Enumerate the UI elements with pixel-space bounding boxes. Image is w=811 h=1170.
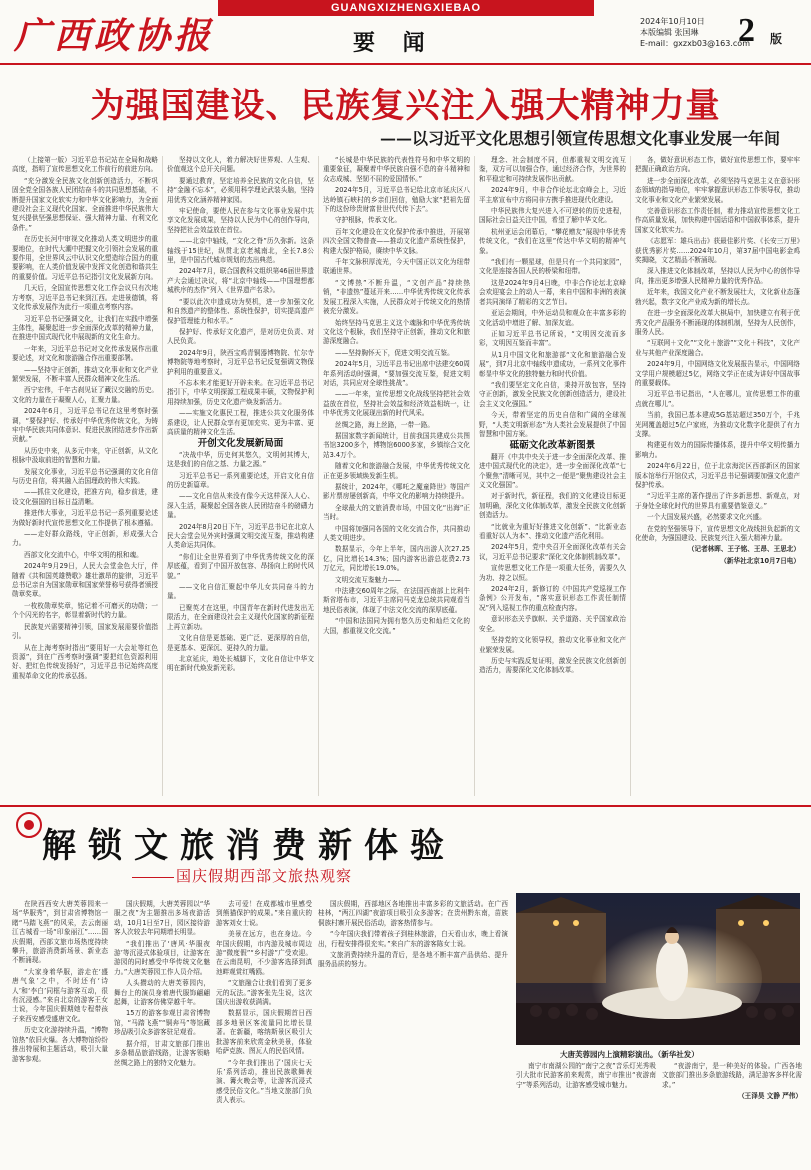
paragraph: 2024年6月，习近平总书记在这里考察时强调，“要保护好、传承好中华优秀传统文化，为铸牢中华民族共同体意识、促进民族团结进步作出新贡献。” <box>12 407 158 444</box>
paragraph: ——坚持胸怀天下，促进文明交流互鉴。 <box>335 348 454 357</box>
paragraph: 数据显示，国庆假期首日西部多地景区客流量同比增长显著。在新疆，喀纳斯景区吸引大批游客前来欣赏金秋美景，体验哈萨克族、图瓦人的民俗风情。 <box>216 1009 312 1056</box>
paragraph: 2024年9月，中非合作论坛北京峰会上，习近平主席宣布中方将同非方携手推进现代化建设。 <box>479 186 626 204</box>
column-paragraphs <box>216 900 312 1106</box>
paragraph: 中华民族伟大复兴进入不可逆转的历史进程，国际社会日益关注中国，希望了解中华文化。 <box>479 207 626 225</box>
feature-column-3 <box>216 900 312 1162</box>
paragraph: 西部文化交流中心，中华文明的根和魂。 <box>24 550 143 559</box>
paragraph: 几天后，全国宣传思想文化工作会议只有次地方考察，习近平总书记来到江西。走进景德镇，将文化传承发展作为此行一项重点考察内容。 <box>12 284 158 312</box>
column-divider <box>162 156 163 796</box>
column-paragraphs <box>516 1062 656 1090</box>
paragraph: 宣传思想文化工作是一项重大任务，需要久久为功、持之以恒。 <box>479 564 626 582</box>
paragraph: 在历史长河中审视文化推动人类文明进步的重要地位，在时代大潮中把握文化引领社会发展的重要作用，全世界风云中认识文化塑造综合国力的重要影响，在人类价值发展中发挥文化创造和谐共生的重要价值。习近平总书记指引文化发展新方向。 <box>12 235 158 281</box>
paragraph: 坚持党的文化领导权，推动文化事业和文化产业繁荣发展。 <box>479 636 626 654</box>
feature-column-4 <box>318 900 508 1162</box>
paragraph: “今年我们推出了‘国庆七天乐’系列活动，推出民族歌舞表演、篝火晚会等，让游客沉浸式感受民俗文化。”当地文旅部门负责人表示。 <box>216 1058 312 1105</box>
paragraph: 数据显示，今年上半年，国内出游人次27.25亿，同比增长14.3%；国内游客出游总花费2.73万亿元，同比增长19.0%。 <box>323 545 470 573</box>
photo-caption: 大唐芙蓉园内上演精彩演出。（新华社发） <box>560 1050 699 1059</box>
column-divider <box>474 156 475 796</box>
paragraph: ——抓住文化建设，把准方向，稳步前进，建设文化强国的目标日益清晰。 <box>12 488 158 506</box>
paragraph: 各，做好意识形态工作，做好宣传思想工作，要牢牢把握正确政治方向。 <box>635 156 800 174</box>
feature-column-2 <box>114 900 210 1162</box>
decorative-ornament-icon <box>14 810 44 840</box>
paragraph: （王泽昊 文静 严伟） <box>738 1092 802 1101</box>
paragraph: 习近平总书记指出，“人在哪儿，宣传思想工作的重点就在哪儿”。 <box>635 390 800 408</box>
paragraph: 2024年5月，习近平总书记出席中法建交60周年系列活动时强调，“要加强交流互鉴，促进文明对话，共同应对全球性挑战”。 <box>323 360 470 387</box>
article-column-2 <box>167 156 314 796</box>
column-paragraphs <box>662 1062 802 1102</box>
column-paragraphs <box>323 156 470 636</box>
newspaper-logo: 广西政协报 <box>14 15 215 57</box>
paragraph: 进一步全面深化改革，必须坚持马克思主义在意识形态领域的指导地位，牢牢掌握意识形态工作领导权，推动文化事业和文化产业繁荣发展。 <box>635 176 800 204</box>
issue-info <box>640 16 750 49</box>
paragraph: “今年国庆我们带着孩子到桂林旅游，白天看山水，晚上看演出，行程安排得很充实。”来自广东的游客陈女士说。 <box>318 930 508 948</box>
paragraph: 坚持以文化人，着力解决好世界观、人生观、价值观这个总开关问题。 <box>167 156 314 174</box>
paragraph: 中法建交60周年之际，在法国西南部上比利牛斯省塔布市，习近平主席同马克龙总统共同观看当地民俗表演，体现了中法文化交流的深厚底蕴。 <box>323 587 470 614</box>
paragraph: “我们推出了‘唐风·华服夜游’等沉浸式体验项目，让游客在游园的同时感受中华传统文化魅力。”大唐芙蓉园工作人员介绍。 <box>114 939 210 976</box>
paragraph: “中国和法国同为拥有悠久历史和灿烂文化的大国，都重视文化交流。” <box>323 617 470 635</box>
paragraph: 去可爱！在成都城市里感受到熊猫保护的成果。”来自重庆的游客刘女士说。 <box>216 900 312 927</box>
masthead-divider <box>0 63 811 65</box>
paragraph: 国庆假期，大唐芙蓉园以“华服之夜”为主题推出多场夜游活动，10月1日至7日，园区接待游客人次较去年同期增长明显。 <box>114 900 210 937</box>
feature-subheadline: 国庆假期西部文旅热观察 <box>132 865 352 886</box>
paragraph: 牢记使命，要使人民在参与文化事业发展中共享文化发展成果，坚持以人民为中心的创作导向，坚持把社会效益放在首位。 <box>167 207 314 234</box>
article-column-4 <box>479 156 626 796</box>
paragraph: （新华社北京10月7日电） <box>720 556 800 565</box>
paragraph: “比就业为重好好推进文化创新”、“比新业态看重好以人为本”、推动文化遗产活化利用。 <box>479 522 626 541</box>
paragraph: ——走好群众路线，守正创新，形成强大合力。 <box>12 530 158 548</box>
paragraph: 2024年9月29日，人民大会堂金色大厅，伴随着《共和国英雄赞歌》雄壮激昂的旋律，习近平总书记亲自为国家勋章和国家荣誉称号获得者颁授勋章奖章。 <box>12 562 158 599</box>
paragraph: 北京延庆，地处长城脚下，文化自信让中华文明在新时代焕发新光彩。 <box>167 654 314 673</box>
column-divider <box>318 156 319 796</box>
paragraph: “我们要坚定文化自信，秉持开放包容，坚持守正创新，激发全民族文化创新创造活力，建设社会主义文化强国。” <box>479 380 626 408</box>
paragraph: 2024年9月，陕西宝鸡青铜器博物院、忙尔寺博物院等地考察时，习近平总书记反复强调文物保护利用的重要意义。 <box>167 348 314 376</box>
paragraph: 从1月中国文化和旅游部“文化和旅游融合发展”，到7月北京中轴线申遗成功，一系列文化事件彰显中华文化的独特魅力和时代价值。 <box>479 350 626 378</box>
paragraph: 意识形态关乎旗帜、关乎道路、关乎国家政治安全。 <box>479 615 626 633</box>
paragraph: 2024年5月，党中央召开全面深化改革有关会议，习近平总书记要求“深化文化体制机制改革”。 <box>479 543 626 561</box>
contact-email: E-mail：gxzxb03@163.com <box>640 39 750 48</box>
paragraph: 随着文化和旅游融合发展，中华优秀传统文化正在更多领域焕发新生机。 <box>323 462 470 480</box>
paragraph: 对于新时代，新征程，我们的文化建设目标更加明确，深化文化体制改革，激发全民族文化创新创造活力。 <box>479 492 626 520</box>
paragraph: 据统计，2024年，《哪吒之魔童降世》等国产影片票房屡创新高，中华文化的影响力持续提升。 <box>323 483 470 501</box>
paragraph: “要以此次申遗成功为契机，进一步加强文化和自然遗产的整体性、系统性保护，切实提高遗产保护管理能力和水平。” <box>167 297 314 325</box>
column-paragraphs <box>479 156 626 676</box>
paragraph: 始终坚持马克思主义这个魂脉和中华优秀传统文化这个根脉，我们坚持守正创新，推动文化和旅游深度融合。 <box>323 318 470 346</box>
paragraph: 守护根脉，传承文化。 <box>335 216 401 225</box>
paragraph: 要通过教育，坚定培养全民族的文化自信，坚持“金融不忘本”，必须用科学理论武装头脑，坚持用优秀文化涵养精神家园。 <box>167 176 314 204</box>
paragraph: 正如习近平总书记所说，“文明因交流而多彩，文明因互鉴而丰富”。 <box>479 329 626 348</box>
paragraph: 美景在远方，也在身边。今年国庆假期，市内游及城市周边游“微度假”“乡村游”广受欢迎。在云南昆明，不少游客选择到滇池畔观赏红嘴鸥。 <box>216 930 312 976</box>
paragraph: 当前，我国已基本建成5G基站超过350万个，千兆光网覆盖超过5亿户家庭，为推动文化数字化提供了有力支撑。 <box>635 411 800 438</box>
column-paragraphs <box>114 900 210 1068</box>
paragraph: 文明交流互鉴魅力—— <box>335 575 401 584</box>
paragraph: 千年文脉积厚流光，今天中国正以文化为纽带联通世界。 <box>323 258 470 276</box>
feature-column-5a <box>516 1062 656 1162</box>
paragraph: 历史文化游持续升温，“博物馆热”依旧火爆。各大博物馆纷纷推出特展和主题活动，吸引大量游客参观。 <box>12 1026 108 1063</box>
column-subheading: 开创文化发展新局面 <box>197 438 284 450</box>
issue-date: 2024年10月10日 <box>640 17 705 26</box>
paragraph: 亚运会期间，中外运动员和观众在丰富多彩的文化活动中增进了解、加深友谊。 <box>479 309 626 327</box>
paragraph: 南宁市南湖公园的“南宁之夜”音乐灯光秀吸引大批市民游客前来观赏，南宁市推出“夜游南宁”等系列活动，让游客感受城市魅力。 <box>516 1062 656 1089</box>
paragraph: ——一年来，宣传思想文化战线坚持把社会效益放在首位，坚持社会效益和经济效益相统一，让中华优秀文化展现出新的时代风采。 <box>323 390 470 418</box>
paragraph: “互联网＋文化”“文化＋旅游”“文化＋科技”，文化产业与其他产业深度融合。 <box>635 339 800 357</box>
paragraph: 国庆假期，西部地区各地推出丰富多彩的文旅活动。在广西桂林，“两江四湖”夜游项目吸引众多游客；在贵州黔东南，苗族侗族村寨开展民俗活动，游客热情参与。 <box>318 900 508 927</box>
paragraph: 中国将加强同各国的文化交流合作，共同推动人类文明进步。 <box>323 524 470 543</box>
paragraph: 习近平总书记一系列重要论述，开启文化自信的历史新篇章。 <box>167 471 314 489</box>
column-paragraphs <box>12 900 108 1064</box>
section-divider <box>0 805 811 807</box>
feature-column-5b <box>662 1062 802 1162</box>
performance-photo <box>516 893 800 1045</box>
paragraph: 构建更有效力的国际传播体系，提升中华文明传播力影响力。 <box>635 441 800 459</box>
paragraph: 2024年6月22日，位于北京海淀区西部新区的国家版本馆举行开馆仪式，习近平总书记强调要加强文化遗产保护传承。 <box>635 462 800 489</box>
article-headline: 为强国建设、民族复兴注入强大精神力量 <box>90 86 721 126</box>
paragraph: 一年来，习近平总书记对文化传承发展作出重要论述，对文化和旅游融合作出重要部署。 <box>12 344 158 363</box>
paragraph: 文化自信是更基础、更广泛、更深厚的自信，是更基本、更深沉、更持久的力量。 <box>167 634 314 652</box>
paragraph: 保护好、传承好文化遗产，是对历史负责、对人民负责。 <box>167 327 314 346</box>
masthead <box>0 0 811 62</box>
paragraph: 不忘本来才能更好开辟未来。在习近平总书记指引下，中华文明探源工程成果丰硕，文物保护利用持续加强，历史文化遗产焕发新活力。 <box>167 378 314 406</box>
paragraph: 推进伟大事业，习近平总书记一系列重要论述为做好新时代宣传思想文化工作提供了根本遵循。 <box>12 509 158 527</box>
paragraph: 今天，带着坚定的历史自信和广阔的全球视野，“人类文明新形态”为人类社会发展提供了中国智慧和中国方案。 <box>479 411 626 438</box>
paragraph: 从在上海考察时指出“要用好一大会址等红色资源”，到在广西考察时强调“要把红色资源利用好、把红色传统发扬好”，习近平总书记始终高度重视革命文化的传承弘扬。 <box>12 643 158 680</box>
column-subheading: 砥砺文化改革新图景 <box>509 440 596 452</box>
column-paragraphs <box>12 156 158 681</box>
paragraph: 文旅消费持续升温的背后，是各地不断丰富产品供给、提升服务品质的努力。 <box>318 951 508 969</box>
paragraph: 深入推进文化体制改革，坚持以人民为中心的创作导向，推出更多增强人民精神力量的优秀作品。 <box>635 267 800 285</box>
paragraph: 近年来，我国文化产业不断发展壮大，文化新业态蓬勃兴起，数字文化产业成为新的增长点。 <box>635 288 800 306</box>
page-unit: 版 <box>770 32 783 46</box>
column-paragraphs <box>318 900 508 970</box>
article-subheadline: ——以习近平文化思想引领宣传思想文化事业发展一年间 <box>379 129 780 148</box>
page-number: 2 <box>738 12 755 49</box>
article-column-1 <box>12 156 158 796</box>
paragraph: 发展文化事业，习近平总书记强调的文化自信与历史自信，将其融入治国理政的伟大实践。 <box>12 467 158 485</box>
paragraph: “习近平主席的著作提出了许多新思想、新观点，对于身处全球化时代的世界具有重要借鉴意义。” <box>635 492 800 510</box>
paragraph: 习近平总书记强调文化，让我们在实践中增强主体性，凝聚起进一步全面深化改革的精神力量，在推进中国式现代化中展现新的文化生命力。 <box>12 314 158 342</box>
paragraph: “文博热”不断升温，“文创产品”持续热销，“非遗热”蔓延开来……中华优秀传统文化传承发展工程深入实施，人民群众对于传统文化的热情被充分激发。 <box>323 278 470 316</box>
paragraph: 全球最大的文旅消费市场，中国文化“出海”正当时。 <box>323 503 470 522</box>
paragraph: 百年文化建设在文化保护传承中推进，开展第四次全国文物普查——推动文化遗产系统性保护，构建大保护格局，赓续中华文脉。 <box>323 227 470 255</box>
paragraph: 2024年9月，中国网络文化发展报告显示，中国网络文学用户规模超过5亿，网络文学正在成为讲好中国故事的重要载体。 <box>635 360 800 387</box>
paragraph: 在陕西西安大唐芙蓉园来一场“华服秀”，到甘肃省博物馆一睹“马踏飞燕”的风采，去云南丽江古城看一场“印象丽江”……国庆假期，西部文旅市场热度持续攀升，旅游消费新场景、新业态不断涌现。 <box>12 900 108 965</box>
paragraph: 完善意识形态工作责任制，着力推动宣传思想文化工作高质量发展，加快构建中国话语和中国叙事体系，提升国家文化软实力。 <box>635 207 800 234</box>
paragraph: ——北京中轴线，“文化之脊”历久弥新。这条轴线于15世纪，纵贯北京老城南北，全长7.8公里，是中国古代城市规划的杰出典范。 <box>167 237 314 265</box>
column-paragraphs <box>635 156 800 566</box>
masthead-banner: GUANGXIZHENGXIEBAO <box>218 0 594 16</box>
paragraph: 据介绍，甘肃文旅部门推出多条精品旅游线路，让游客领略丝绸之路上的独特文化魅力。 <box>114 1039 210 1067</box>
paragraph: （上接第一版）习近平总书记站在全局和战略高度，指明了宣传思想文化工作前行的前进方向。 <box>12 156 158 174</box>
paragraph: ——实施文化惠民工程，推进公共文化服务体系建设，让人民群众享有更加充实、更为丰富、更高质量的精神文化生活。 <box>167 409 314 436</box>
paragraph: 一枚枚勋章奖章，铭记着不可磨灭的功勋；一个个闪光的名字，彰显着新时代的力量。 <box>12 601 158 620</box>
paragraph: “长城是中华民族的代表性符号和中华文明的重要象征，凝聚着中华民族自强不息的奋斗精神和众志成城、坚韧不屈的爱国情怀。” <box>323 156 470 183</box>
paragraph: 西宁宏伟，千年古刹见证了藏汉交融的历史。文化的力量在于凝聚人心，汇聚力量。 <box>12 386 158 404</box>
paragraph: 从历史中来，从多元中来，守正创新，从文化根脉中汲取前进的智慧和力量。 <box>12 446 158 465</box>
paragraph: 在进一步全面深化改革大棋局中，加快建立有利于优秀文化产品服务不断涌现的体制机制，坚持为人民创作，服务人民。 <box>635 309 800 336</box>
paragraph: 2024年2月，新修订的《中国共产党巡视工作条例》公开发布，“落实意识形态工作责任制情况”列入巡视工作的重点检查内容。 <box>479 585 626 612</box>
paragraph: ——文化自信从来没有像今天这样深入人心、深入生活，凝聚起全国各族人民团结奋斗的磅礴力量。 <box>167 492 314 520</box>
article-column-5 <box>635 156 800 796</box>
paragraph: 丝绸之路，海上丝路，一带一路。 <box>335 420 434 429</box>
paragraph: “我们有一颗星球，但是只有一个共同家园”，文化是连接各国人民的桥梁和纽带。 <box>479 258 626 276</box>
article-column-3 <box>323 156 470 796</box>
feature-headline: 解锁文旅消费新体验 <box>42 826 456 866</box>
paragraph: 已聚英才在这里，中国青年在新时代进发出无限活力，在全面建设社会主义现代化国家的新征程上再立新功。 <box>167 603 314 631</box>
feature-column-1 <box>12 900 108 1162</box>
paragraph: 杭州亚运会闭幕后，“攀花赠友”展现中华优秀传统文化，“我们在这里”传达中华文明的精神气象。 <box>479 227 626 255</box>
paragraph: 2024年7月，联合国教科文组织第46届世界遗产大会通过决议，将“北京中轴线——中国理想都城秩序的杰作”列入《世界遗产名录》。 <box>167 267 314 295</box>
paragraph: 据国家数字新闻统计，目前我国共建成公共图书馆3200多个，博物馆6000多家，乡镇综合文化站3.4万个。 <box>323 431 470 459</box>
column-paragraphs <box>167 156 314 674</box>
paragraph: 翻开《中共中央关于进一步全面深化改革、推进中国式现代化的决定》，进一步全面深化改革“七个聚焦”清晰可见，其中之一便是“聚焦建设社会主义文化强国”。 <box>479 452 626 489</box>
paragraph: 这是2024年9月4日晚，中非合作论坛北京峰会欢迎宴会上的动人一幕，来自中国和非洲的表演者共同演绎了精彩的文艺节目。 <box>479 278 626 306</box>
paragraph: 2024年5月，习近平总书记给北京市延庆区八达岭镇石峡村的乡亲们回信，勉励大家“把祖先留下的这份珍贵财富世世代代传下去”。 <box>323 186 470 214</box>
paragraph: 15万的游客参观甘肃省博物馆，“马踏飞燕”“铜奔马”等馆藏珍品吸引众多游客驻足观看。 <box>114 1009 210 1037</box>
paragraph: 一个大国发展兴盛，必然要求文化兴盛。 <box>647 513 766 522</box>
paragraph: 2024年8月20日下午，习近平总书记在北京人民大会堂会见外宾时强调文明交流互鉴，推动构建人类命运共同体。 <box>167 522 314 550</box>
paragraph: “文旅融合让我们看到了更多元的玩法。”游客张先生说，这次国庆出游收获满满。 <box>216 979 312 1007</box>
paragraph: ——坚持守正创新，推动文化事业和文化产业繁荣发展，不断丰富人民群众精神文化生活。 <box>12 365 158 383</box>
paragraph: 历史与实践反复证明，激发全民族文化创新创造活力，需要深化文化体制改革。 <box>479 656 626 675</box>
paragraph: 民族复兴需要精神引领，国家发展需要价值指引。 <box>12 622 158 641</box>
paragraph: 《志愿军：雄兵出击》获最佳影片奖、《长安三万里》获优秀影片奖……2024年10月，第37届中国电影金鸡奖揭晓，文艺精品不断涌现。 <box>635 237 800 265</box>
paragraph: 人头攒动的大唐芙蓉园内，舞台上的演员身着唐代服饰翩翩起舞，让游客仿佛穿越千年。 <box>114 979 210 1007</box>
section-title: 要 闻 <box>353 30 435 56</box>
paragraph: ——文化自信汇聚起中华儿女共同奋斗的力量。 <box>167 583 314 601</box>
paragraph: “决战中华，历史何其悠久，文明何其博大，这是我们的自信之基、力量之源。” <box>167 450 314 469</box>
paragraph: “夜游南宁，是一种美好的体验。广西各地文旅部门推出多条旅游线路，满足游客多样化需求。” <box>662 1062 802 1089</box>
paragraph: “大家身着华服，游走在‘盛唐气象’之中，不时还有‘诗人’和‘李白’同框与游客互动，很有沉浸感。”来自北京的游客王女士说，今年国庆假期她专程带孩子来西安感受盛唐文化。 <box>12 967 108 1023</box>
paragraph: “你们让全世界看到了中华优秀传统文化的深厚底蕴，看到了中国开放包容、昂扬向上的时代风貌。” <box>167 552 314 580</box>
paragraph: 理念、社会制度不同，但都重视文明交流互鉴，双方可以加强合作，通过经济合作，为世界的和平稳定和可持续发展作出贡献。 <box>479 156 626 183</box>
column-divider <box>630 156 631 796</box>
paragraph: “充分激发全民族文化创新创造活力，不断巩固全党全国各族人民团结奋斗的共同思想基础，不断提升国家文化软实力和中华文化影响力，为全面建设社会主义现代化国家、全面推进中华民族伟大复兴提供坚强思想保证、强大精神力量、有利文化条件。” <box>12 176 158 232</box>
paragraph: 在党的坚强领导下，宣传思想文化战线担负起新的文化使命，为强国建设、民族复兴注入强大精神力量。 <box>635 524 800 543</box>
page-editor: 本版编辑 张国琳 <box>640 28 699 37</box>
paragraph: （记者林晖、王子铭、王昂、王思北） <box>687 545 800 554</box>
